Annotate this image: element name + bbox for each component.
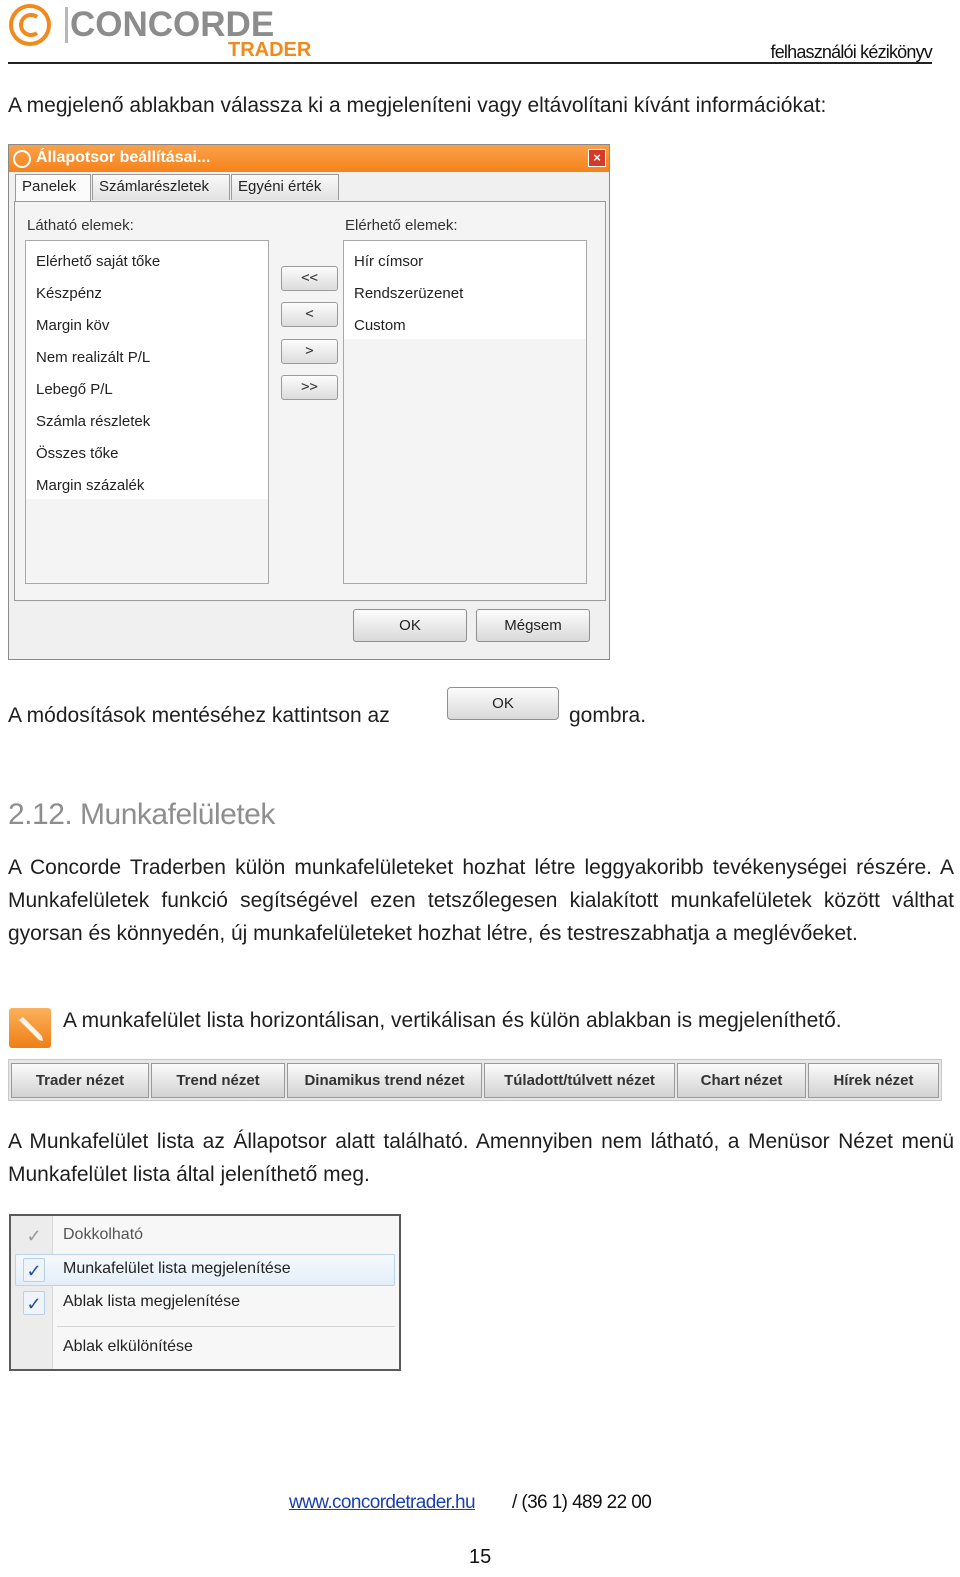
- menu-item-show-window-list[interactable]: [11, 1288, 399, 1320]
- workspace-tab-trader[interactable]: Trader nézet: [11, 1063, 149, 1098]
- website-link[interactable]: www.concordetrader.hu: [289, 1492, 475, 1513]
- move-all-right-button[interactable]: >>: [281, 375, 338, 400]
- logo-divider: [65, 7, 68, 43]
- dialog-title-bar: [9, 145, 609, 172]
- status-paragraph: A Munkafelület lista az Állapotsor alatt található. Amennyiben nem látható, a Menüsor Nézet menü Munkafelület lista által jeleníthető meg.: [8, 1130, 954, 1186]
- list-item[interactable]: Számla részletek: [36, 413, 151, 430]
- menu-item-dokkolhato[interactable]: [11, 1221, 399, 1253]
- note-text: A munkafelület lista horizontálisan, vertikálisan és külön ablakban is megjeleníthető.: [63, 1009, 842, 1032]
- move-all-left-button[interactable]: <<: [281, 266, 338, 291]
- ok-button[interactable]: OK: [353, 609, 467, 642]
- list-item[interactable]: Összes tőke: [36, 445, 119, 462]
- checkmark-icon: ✓: [23, 1258, 45, 1282]
- logo-name: CONCORDE: [70, 5, 275, 44]
- close-icon[interactable]: ×: [588, 149, 606, 167]
- list-item[interactable]: Margin köv: [36, 317, 110, 334]
- list-item[interactable]: Rendszerüzenet: [354, 285, 464, 302]
- list-item[interactable]: Készpénz: [36, 285, 102, 302]
- move-right-button[interactable]: >: [281, 339, 338, 364]
- intro-text: A megjelenő ablakban válassza ki a megjeleníteni vagy eltávolítani kívánt információkat:: [8, 94, 827, 117]
- page-number: 15: [469, 1546, 492, 1568]
- menu-separator: [57, 1326, 395, 1327]
- logo-subtitle: TRADER: [228, 39, 312, 61]
- inline-ok-button: OK: [447, 687, 559, 720]
- list-item[interactable]: Elérhető saját tőke: [36, 253, 161, 270]
- list-item[interactable]: Margin százalék: [36, 477, 145, 494]
- checkmark-icon: ✓: [23, 1291, 45, 1315]
- menu-item-detach-window[interactable]: [11, 1333, 399, 1365]
- header-rule: [8, 62, 932, 64]
- section-heading: 2.12. Munkafelületek: [8, 798, 275, 831]
- move-left-button[interactable]: <: [281, 302, 338, 327]
- save-instruction-suffix: gombra.: [569, 704, 647, 727]
- visible-items-list[interactable]: [25, 240, 269, 584]
- document-type: felhasználói kézikönyv: [770, 42, 932, 62]
- workspace-tab-overbought-oversold[interactable]: Túladott/túlvett nézet: [484, 1063, 675, 1098]
- workspace-tab-chart[interactable]: Chart nézet: [677, 1063, 806, 1098]
- status-bar-settings-dialog: [8, 144, 610, 660]
- dialog-title: Állapotsor beállításai...: [36, 149, 211, 166]
- workspace-tab-dynamic-trend[interactable]: Dinamikus trend nézet: [287, 1063, 482, 1098]
- workspace-tab-strip: [8, 1059, 942, 1101]
- visible-items-label: Látható elemek:: [27, 217, 134, 234]
- list-item[interactable]: Nem realizált P/L: [36, 349, 151, 366]
- concorde-logo: [8, 3, 312, 61]
- tab-panel: [14, 201, 606, 601]
- menu-item-label: Munkafelület lista megjelenítése: [63, 1260, 291, 1277]
- app-icon: [13, 150, 31, 168]
- cancel-button[interactable]: Mégsem: [476, 609, 590, 642]
- available-items-label: Elérhető elemek:: [345, 217, 458, 234]
- save-instruction-text: A módosítások mentéséhez kattintson az: [8, 704, 390, 727]
- tab-szamlareszletek[interactable]: Számlarészletek: [92, 174, 230, 200]
- menu-item-label: Ablak lista megjelenítése: [63, 1293, 240, 1310]
- list-item[interactable]: Custom: [354, 317, 406, 334]
- phone-number: / (36 1) 489 22 00: [512, 1492, 652, 1513]
- tab-panelek[interactable]: Panelek: [15, 174, 91, 202]
- workspace-tab-news[interactable]: Hírek nézet: [808, 1063, 939, 1098]
- menu-item-label: Dokkolható: [63, 1226, 144, 1243]
- concorde-c-logo-icon: [8, 3, 52, 47]
- pencil-note-icon: [9, 1008, 51, 1048]
- menu-item-show-workspace-list[interactable]: [15, 1254, 395, 1286]
- tab-egyeni-ertek[interactable]: Egyéni érték: [231, 174, 339, 200]
- view-menu-dropdown: [9, 1214, 401, 1371]
- available-items-list[interactable]: [343, 240, 587, 584]
- menu-item-label: Ablak elkülönítése: [63, 1338, 193, 1355]
- list-item[interactable]: Hír címsor: [354, 253, 424, 270]
- body-paragraph: A Concorde Traderben külön munkafelületeket hozhat létre leggyakoribb tevékenységei részére. A Munkafelületek funkció segítségével ezen tetszőlegesen kialakított munkafelületek között válthat gyorsan és könnyedén, új munkafelületeket hozhat létre, és testreszabhatja a meglévőeket.: [8, 856, 954, 945]
- list-item[interactable]: Lebegő P/L: [36, 381, 113, 398]
- checkmark-icon: ✓: [26, 1226, 42, 1246]
- workspace-tab-trend[interactable]: Trend nézet: [151, 1063, 285, 1098]
